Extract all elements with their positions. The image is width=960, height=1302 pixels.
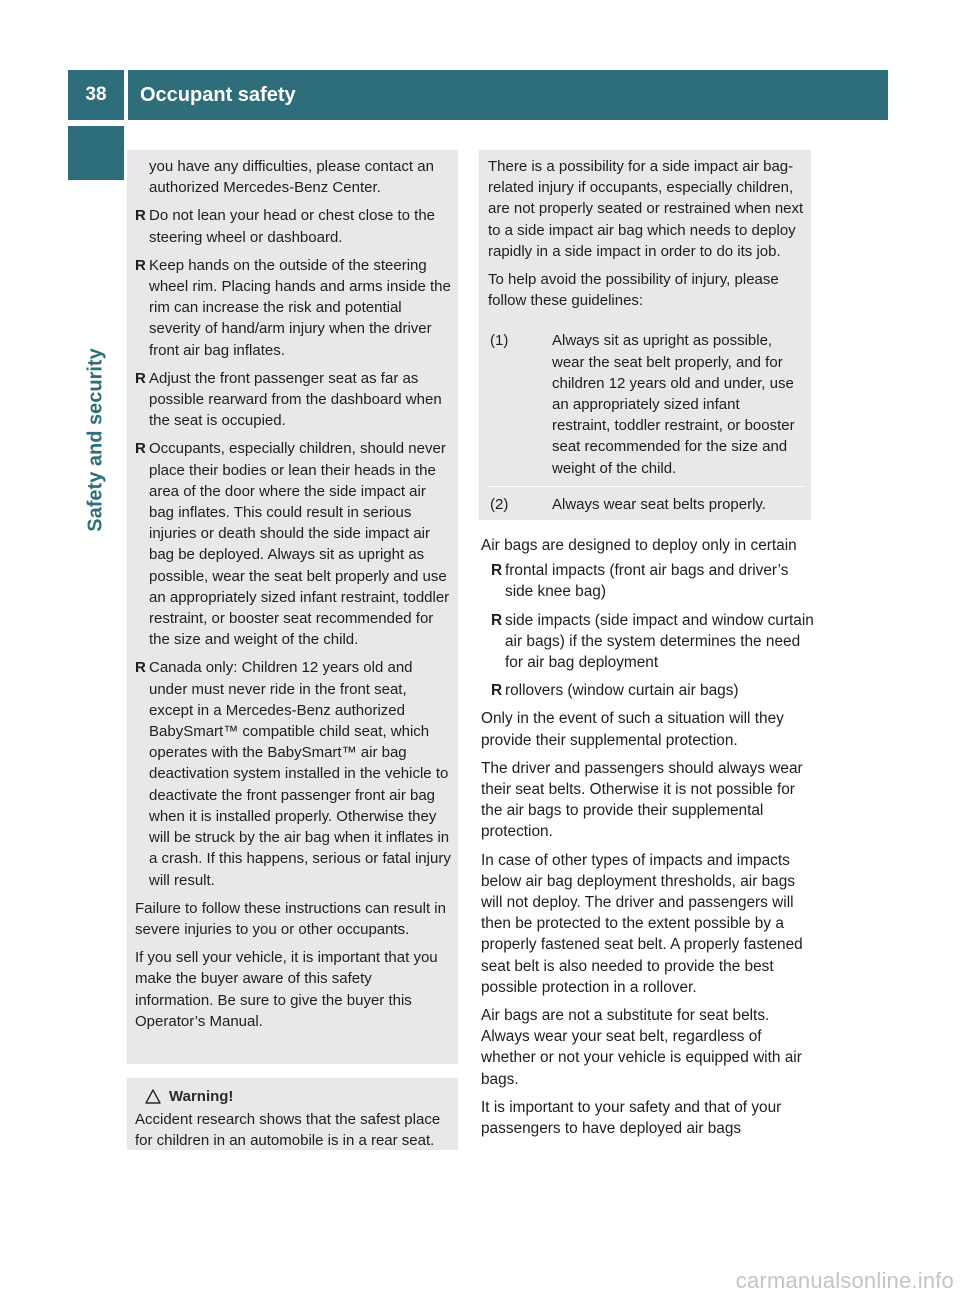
paragraph: Only in the event of such a situation will they provide their supplemental protection. <box>481 710 784 749</box>
chapter-label: Safety and security <box>84 348 107 532</box>
intro-paragraph: Air bags are designed to deploy only in certain <box>481 537 797 554</box>
list-item: R frontal impacts (front air bags and driver’s side knee bag) <box>491 562 789 601</box>
warning-heading <box>135 1086 452 1107</box>
watermark: carmanualsonline.info <box>735 1268 954 1293</box>
warning-box <box>127 1078 458 1150</box>
list-item: R side impacts (side impact and window curtain air bags) if the system determines the need for air bag deployment <box>491 611 814 672</box>
guidelines-table <box>488 323 805 522</box>
list-item: R Adjust the front passenger seat as far as possible rearward from the dashboard when the seat is occupied. <box>135 369 442 430</box>
table-row <box>488 486 805 522</box>
paragraph: Air bags are not a substitute for seat belts. Always wear your seat belt, regardless of whether or not your vehicle is equipped with air bags. <box>481 1007 802 1088</box>
page-number: 38 <box>85 84 107 105</box>
paragraph: To help avoid the possibility of injury, please follow these guidelines: <box>488 271 779 310</box>
bullet-marker: R <box>491 562 503 580</box>
paragraph: There is a possibility for a side impact air bag-related injury if occupants, especially children, are not properly seated or restrained when next to a side impact air bag which needs to deploy rapidly in a side impact in order to do its job. <box>488 158 804 260</box>
chapter-tab <box>68 126 124 180</box>
list-item: R Occupants, especially children, should never place their bodies or lean their heads in the area of the door where the side impact air bag inflates. This could result in serious injuries or death should the side impact air bag be deployed. Always sit as upright as possible, wear the seat belt properly and use an appropriately sized infant restraint, toddler restraint, or booster seat recommended for the size and weight of the child. <box>135 440 450 649</box>
section-title: Occupant safety <box>140 84 296 106</box>
table-row <box>488 323 805 485</box>
safety-bullet-list <box>135 205 452 890</box>
guideline-number: (1) <box>490 332 509 350</box>
paragraph: Failure to follow these instructions can result in severe injuries to you or other occupants. <box>135 899 446 938</box>
bullet-marker: R <box>135 369 146 387</box>
list-item: R Do not lean your head or chest close to the steering wheel or dashboard. <box>135 207 436 246</box>
bullet-marker: R <box>135 659 146 677</box>
bullet-marker: R <box>135 440 146 458</box>
warning-continued-box <box>127 150 458 1064</box>
paragraph: If you sell your vehicle, it is important that you make the buyer aware of this safety information. Be sure to give the buyer this Operator’s Manual. <box>135 949 438 1030</box>
warning-text: Accident research shows that the safest place for children in an automobile is in a rear seat. <box>135 1111 441 1150</box>
warning-triangle-icon <box>145 1089 161 1104</box>
list-item: R Keep hands on the outside of the steering wheel rim. Placing hands and arms inside the rim can increase the risk and potential severity of hand/arm injury when the driver front air bag inflates. <box>135 256 451 359</box>
guideline-number: (2) <box>490 495 509 513</box>
bullet-marker: R <box>491 611 503 629</box>
bullet-marker: R <box>135 207 146 225</box>
guideline-text: Always sit as upright as possible, wear the seat belt properly, and for children 12 years old and under, use an appropriately sized infant restraint, toddler restraint, or booster seat recommended for the size and weight of the child. <box>552 332 795 477</box>
side-impact-box <box>479 150 811 520</box>
paragraph: In case of other types of impacts and impacts below air bag deployment thresholds, air bags will not deploy. The driver and passengers will then be protected to the extent possible by a properly fastened seat belt. A properly fastened seat belt is also needed to provide the best possible protection in a rollover. <box>481 851 803 996</box>
continued-text: you have any difficulties, please contact an authorized Mercedes-Benz Center. <box>149 158 434 197</box>
header-divider <box>124 70 128 120</box>
bullet-marker: R <box>491 682 503 700</box>
right-body-text <box>481 535 814 1146</box>
list-item: R rollovers (window curtain air bags) <box>491 680 814 701</box>
guideline-text: Always wear seat belts properly. <box>552 495 766 513</box>
list-item: R Canada only: Children 12 years old and under must never ride in the front seat, except in a Mercedes-Benz authorized BabySmart™ compatible child seat, which operates with the BabySmart™ air bag deactivation system installed in the vehicle to deactivate the front passenger front air bag when it is installed properly. Otherwise they will be struck by the air bag when it inflates in a crash. If this happens, serious or fatal injury will result. <box>135 659 451 889</box>
warning-title: Warning! <box>169 1088 234 1105</box>
paragraph: It is important to your safety and that of your passengers to have deployed air bags <box>481 1098 782 1138</box>
deployment-bullet-list <box>491 560 814 701</box>
bullet-marker: R <box>135 256 146 274</box>
paragraph: The driver and passengers should always wear their seat belts. Otherwise it is not possible for the air bags to provide their supplemental protection. <box>481 759 803 841</box>
